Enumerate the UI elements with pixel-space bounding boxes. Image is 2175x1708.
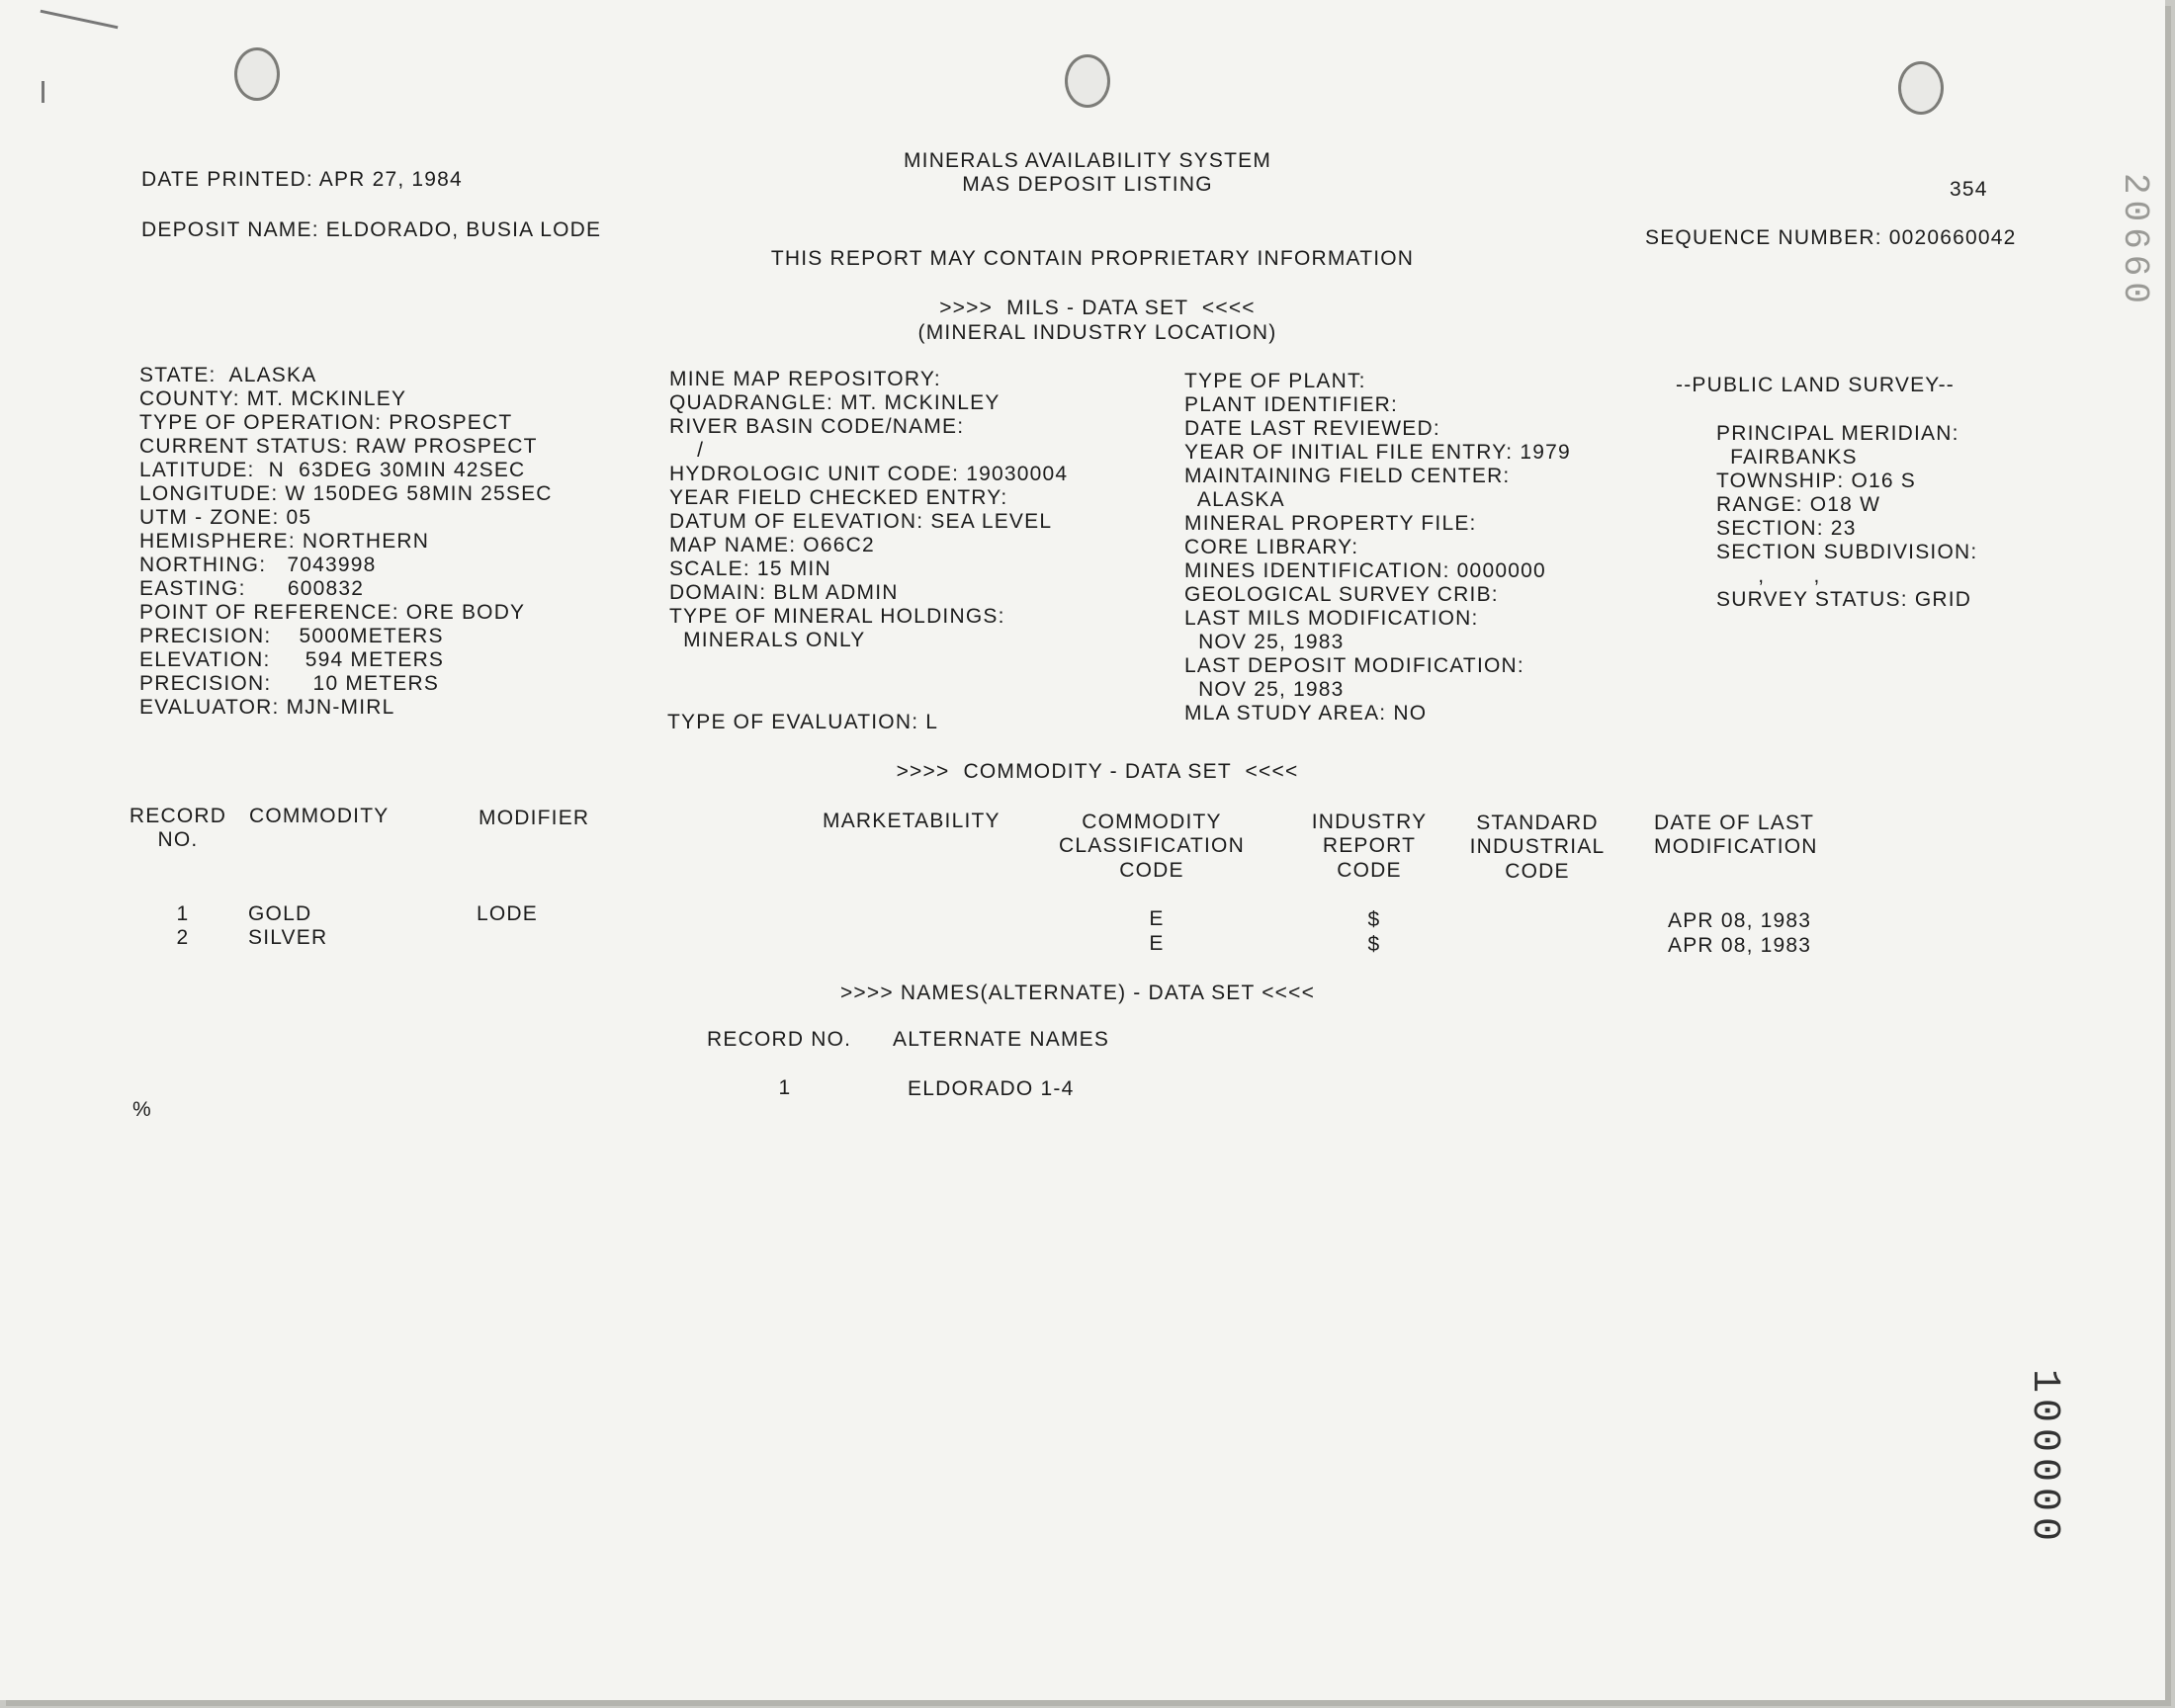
col-header-industry: INDUSTRY: [1311, 811, 1428, 833]
col-header-marketability: MARKETABILITY: [823, 810, 1000, 832]
mils-field: /: [669, 439, 705, 462]
land-survey-field: PRINCIPAL MERIDIAN:: [1716, 422, 1959, 445]
names-col-record: RECORD NO.: [707, 1028, 852, 1051]
type-of-evaluation: TYPE OF EVALUATION: L: [667, 711, 939, 733]
mils-field: POINT OF REFERENCE: ORE BODY: [139, 601, 526, 624]
col-header-standard: INDUSTRIAL: [1469, 835, 1606, 858]
mils-field: PLANT IDENTIFIER:: [1184, 393, 1399, 416]
land-survey-field: RANGE: O18 W: [1716, 493, 1881, 516]
mils-field: SCALE: 15 MIN: [669, 557, 831, 580]
col-header-record: RECORD: [129, 805, 227, 827]
mils-field: MINERALS ONLY: [669, 629, 866, 651]
mils-field: CORE LIBRARY:: [1184, 536, 1359, 558]
mils-field: NOV 25, 1983: [1184, 678, 1345, 701]
col-header-commodity: COMMODITY: [249, 805, 390, 827]
mils-field: DATE LAST REVIEWED:: [1184, 417, 1440, 440]
mils-field: MAP NAME: O66C2: [669, 534, 875, 556]
edge-number-top: 20660: [2115, 173, 2155, 310]
mils-field: NOV 25, 1983: [1184, 631, 1345, 653]
mils-column-3: [1184, 370, 1571, 726]
scan-mark: [41, 10, 119, 30]
mils-field: DATUM OF ELEVATION: SEA LEVEL: [669, 510, 1053, 533]
land-survey-field: FAIRBANKS: [1716, 446, 1858, 469]
mils-field: ALASKA: [1184, 488, 1285, 511]
col-header-industry: CODE: [1337, 859, 1402, 882]
col-header-date: DATE OF LAST: [1654, 811, 1815, 834]
mils-field: CURRENT STATUS: RAW PROSPECT: [139, 435, 538, 458]
mils-field: YEAR OF INITIAL FILE ENTRY: 1979: [1184, 441, 1571, 464]
percent-mark: %: [132, 1098, 152, 1121]
col-header-classification: CLASSIFICATION: [1059, 834, 1245, 857]
edge-number-bottom: 100000: [2022, 1369, 2066, 1548]
mils-field: HEMISPHERE: NORTHERN: [139, 530, 430, 553]
deposit-name: DEPOSIT NAME: ELDORADO, BUSIA LODE: [141, 218, 602, 241]
punch-hole-right: [1898, 61, 1944, 115]
table-cell-record: 1: [176, 902, 190, 925]
table-cell-commodity: SILVER: [248, 926, 328, 949]
mils-field: TYPE OF OPERATION: PROSPECT: [139, 411, 513, 434]
mils-field: LATITUDE: N 63DEG 30MIN 42SEC: [139, 459, 526, 481]
col-header-standard: STANDARD: [1476, 811, 1599, 834]
mils-field: ELEVATION: 594 METERS: [139, 648, 445, 671]
land-survey-field: , ,: [1716, 564, 1821, 587]
table-cell-record: 2: [176, 926, 190, 949]
mils-field: DOMAIN: BLM ADMIN: [669, 581, 899, 604]
land-survey-field: TOWNSHIP: O16 S: [1716, 470, 1916, 492]
col-header-modifier: MODIFIER: [478, 807, 590, 829]
mils-field: TYPE OF MINERAL HOLDINGS:: [669, 605, 1005, 628]
table-cell-commodity: GOLD: [248, 902, 312, 925]
system-title: MINERALS AVAILABILITY SYSTEM: [903, 149, 1272, 172]
col-header-classification: COMMODITY: [1082, 811, 1222, 833]
mils-field: LONGITUDE: W 150DEG 58MIN 25SEC: [139, 482, 553, 505]
land-survey-heading: --PUBLIC LAND SURVEY--: [1676, 374, 1955, 396]
col-header-standard: CODE: [1505, 860, 1570, 883]
mils-field: MINES IDENTIFICATION: 0000000: [1184, 559, 1546, 582]
table-cell-classification: E: [1149, 907, 1165, 930]
mils-field: COUNTY: MT. MCKINLEY: [139, 387, 407, 410]
mils-column-4: [1716, 422, 1977, 612]
col-header-date: MODIFICATION: [1654, 835, 1818, 858]
proprietary-notice: THIS REPORT MAY CONTAIN PROPRIETARY INFORMATION: [770, 247, 1415, 270]
table-cell-industry: $: [1367, 933, 1381, 956]
mils-heading: >>>> MILS - DATA SET <<<<: [939, 297, 1256, 319]
listing-title: MAS DEPOSIT LISTING: [962, 173, 1213, 196]
mils-field: TYPE OF PLANT:: [1184, 370, 1366, 392]
sequence-number: SEQUENCE NUMBER: 0020660042: [1645, 226, 2017, 249]
commodity-heading: >>>> COMMODITY - DATA SET <<<<: [896, 760, 1299, 783]
mils-field: PRECISION: 10 METERS: [139, 672, 440, 695]
mils-field: YEAR FIELD CHECKED ENTRY:: [669, 486, 1008, 509]
land-survey-field: SURVEY STATUS: GRID: [1716, 588, 1972, 611]
mils-field: GEOLOGICAL SURVEY CRIB:: [1184, 583, 1499, 606]
table-cell-modifier: LODE: [477, 902, 538, 925]
mils-column-2: [669, 368, 1068, 652]
mils-field: MAINTAINING FIELD CENTER:: [1184, 465, 1511, 487]
mils-field: UTM - ZONE: 05: [139, 506, 312, 529]
scan-mark: [42, 81, 44, 103]
names-col-alternate: ALTERNATE NAMES: [893, 1028, 1110, 1051]
land-survey-field: SECTION: 23: [1716, 517, 1857, 540]
punch-hole-left: [234, 47, 280, 101]
col-header-classification: CODE: [1119, 859, 1184, 882]
table-cell-date: APR 08, 1983: [1668, 934, 1812, 957]
mils-field: RIVER BASIN CODE/NAME:: [669, 415, 965, 438]
mils-field: LAST DEPOSIT MODIFICATION:: [1184, 654, 1524, 677]
mils-field: LAST MILS MODIFICATION:: [1184, 607, 1479, 630]
mils-field: NORTHING: 7043998: [139, 554, 377, 576]
mils-column-1: [139, 364, 553, 720]
mils-field: EVALUATOR: MJN-MIRL: [139, 696, 395, 719]
col-header-record-no: NO.: [157, 828, 199, 851]
date-printed: DATE PRINTED: APR 27, 1984: [141, 168, 463, 191]
mils-subheading: (MINERAL INDUSTRY LOCATION): [917, 321, 1277, 344]
names-record: 1: [778, 1076, 792, 1099]
table-cell-classification: E: [1149, 932, 1165, 955]
mils-field: EASTING: 600832: [139, 577, 365, 600]
names-alternate-name: ELDORADO 1-4: [908, 1077, 1075, 1100]
mils-field: STATE: ALASKA: [139, 364, 317, 386]
punch-hole-center: [1065, 54, 1110, 108]
mils-field: MINE MAP REPOSITORY:: [669, 368, 941, 390]
mils-field: MINERAL PROPERTY FILE:: [1184, 512, 1477, 535]
table-cell-date: APR 08, 1983: [1668, 909, 1812, 932]
mils-field: PRECISION: 5000METERS: [139, 625, 444, 647]
col-header-industry: REPORT: [1322, 834, 1417, 857]
table-cell-industry: $: [1367, 908, 1381, 931]
names-heading: >>>> NAMES(ALTERNATE) - DATA SET <<<<: [839, 982, 1316, 1004]
mils-field: QUADRANGLE: MT. MCKINLEY: [669, 391, 1000, 414]
mils-field: MLA STUDY AREA: NO: [1184, 702, 1428, 725]
land-survey-field: SECTION SUBDIVISION:: [1716, 541, 1978, 563]
mils-field: HYDROLOGIC UNIT CODE: 19030004: [669, 463, 1069, 485]
page-number: 354: [1950, 178, 1988, 201]
